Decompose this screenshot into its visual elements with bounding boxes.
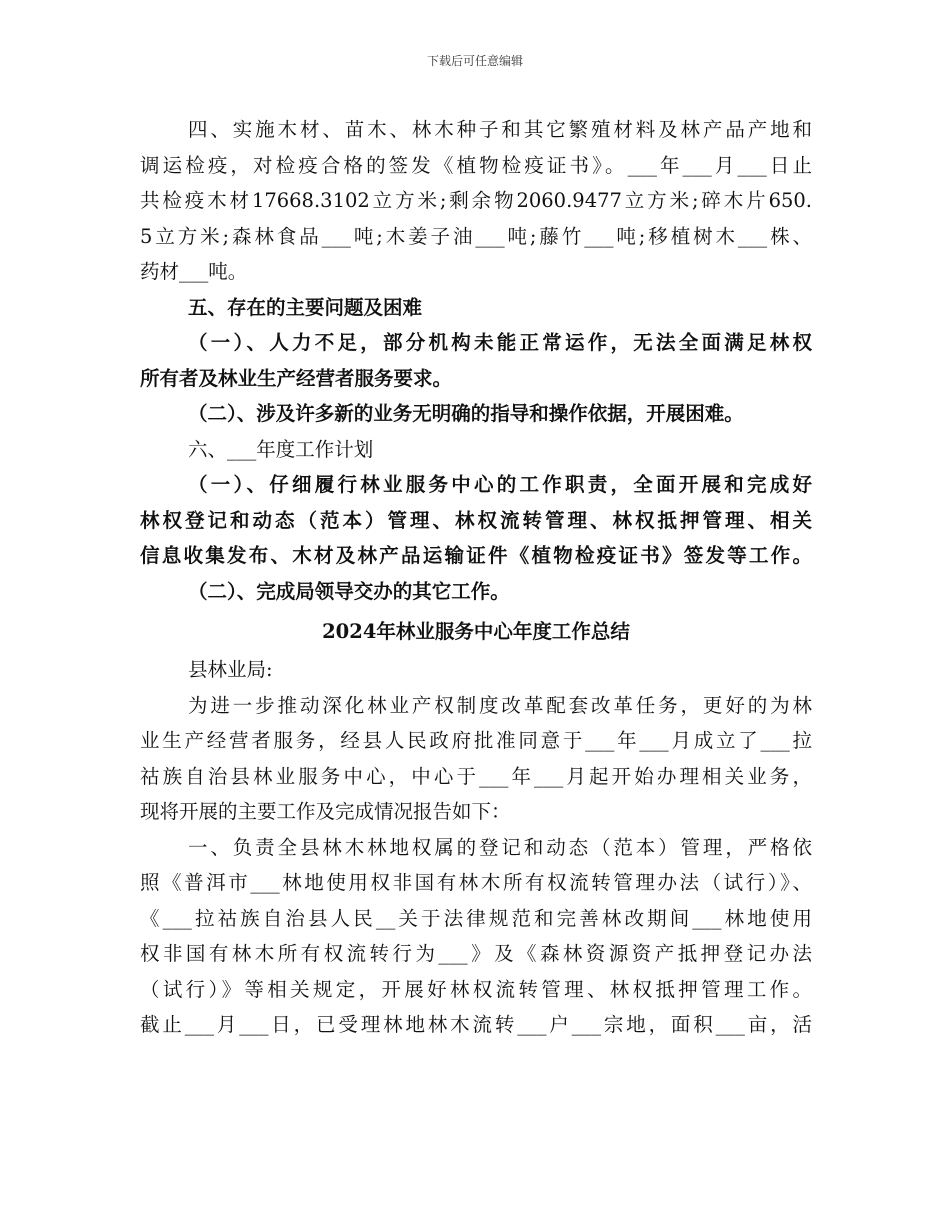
paragraph-line: 林权登记和动态（范本）管理、林权流转管理、林权抵押管理、相关 [140, 508, 812, 532]
paragraph-line: 为进一步推动深化林业产权制度改革配套改革任务，更好的为林 [188, 693, 812, 717]
paragraph-line: （一）、仔细履行林业服务中心的工作职责，全面开展和完成好 [188, 473, 812, 496]
paragraph-line: 照《普洱市___林地使用权非国有林木所有权流转管理办法（试行）》、 [140, 871, 812, 894]
paragraph-line: （一）、人力不足，部分机构未能正常运作，无法全面满足林权 [188, 331, 812, 354]
paragraph-line: 截止___月___日，已受理林地林木流转___户___宗地，面积___亩，活 [140, 1013, 812, 1036]
section-heading-problems: 五、存在的主要问题及困难 [188, 295, 423, 319]
page-header-note: 下载后可任意编辑 [426, 54, 523, 68]
paragraph-line: 现将开展的主要工作及完成情况报告如下： [140, 800, 511, 823]
paragraph-line: 共检疫木材17668.3102立方米;剩余物2060.9477立方米;碎木片650. [140, 189, 812, 212]
paragraph-line: 药材___吨。 [140, 260, 248, 283]
paragraph-line: 一、负责全县林木林地权属的登记和动态（范本）管理，严格依 [188, 835, 812, 859]
paragraph-line: 所有者及林业生产经营者服务要求。 [140, 366, 453, 390]
paragraph-line: 祜族自治县林业服务中心，中心于___年___月起开始办理相关业务， [140, 764, 812, 788]
paragraph-line: 调运检疫，对检疫合格的签发《植物检疫证书》。___年___月___日止 [140, 153, 812, 177]
paragraph-line: 业生产经营者服务，经县人民政府批准同意于___年___月成立了___拉 [140, 729, 812, 752]
document-title: 2024年林业服务中心年度工作总结 [322, 620, 630, 643]
paragraph-line: 《___拉祜族自治县人民__关于法律规范和完善林改期间___林地使用 [140, 906, 812, 930]
paragraph-line: 权非国有林木所有权流转行为___》及《森林资源资产抵押登记办法 [140, 942, 812, 965]
paragraph-line: （二）、完成局领导交办的其它工作。 [188, 579, 510, 603]
paragraph-line: 信息收集发布、木材及林产品运输证件《植物检疫证书》签发等工作。 [140, 544, 812, 567]
paragraph-line: 四、实施木材、苗木、林木种子和其它繁殖材料及林产品产地和 [188, 118, 812, 141]
salutation: 县林业局: [188, 658, 273, 681]
section-heading-plan: 六、___年度工作计划 [188, 437, 374, 461]
paragraph-line: （试行）》等相关规定，开展好林权流转管理、林权抵押管理工作。 [140, 977, 812, 1001]
paragraph-line: 5立方米;森林食品___吨;木姜子油___吨;藤竹___吨;移植树木___株、 [140, 224, 812, 248]
paragraph-line: （二）、涉及许多新的业务无明确的指导和操作依据，开展困难。 [188, 402, 744, 425]
document-body [140, 112, 812, 1043]
